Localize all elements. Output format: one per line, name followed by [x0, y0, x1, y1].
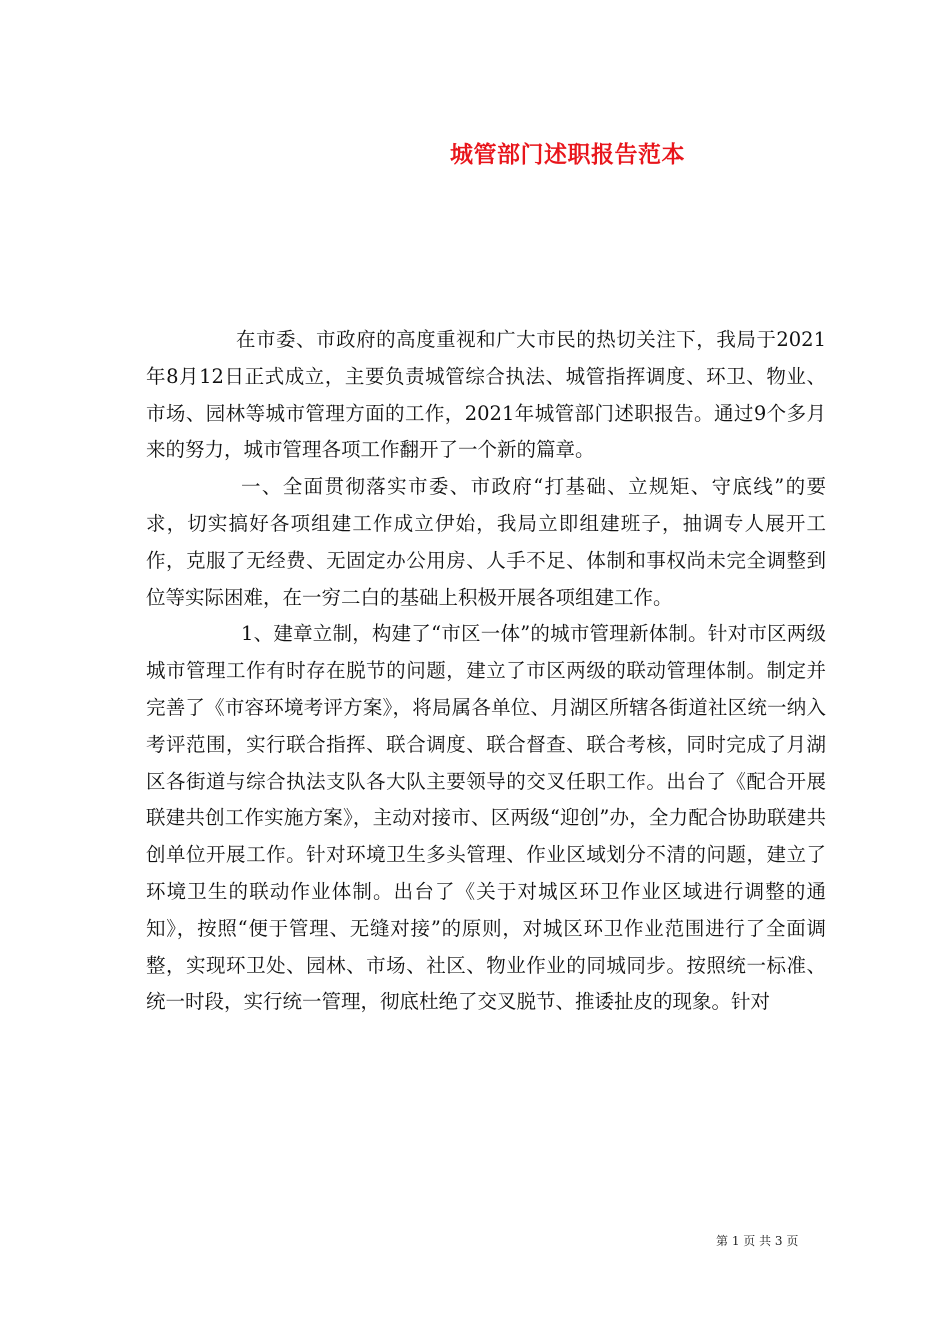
document-title: 城管部门述职报告范本 — [450, 141, 685, 168]
document-body — [146, 322, 826, 1021]
paragraph-section-one: 一、全面贯彻落实市委、市政府“打基础、立规矩、守底线”的要求，切实搞好各项组建工作成立伊始，我局立即组建班子，抽调专人展开工作，克服了无经费、无固定办公用房、人手不足、体制和事权尚未完全调整到位等实际困难，在一穷二白的基础上积极开展各项组建工作。 — [146, 475, 826, 609]
page-number-footer: 第 1 页 共 3 页 — [716, 1234, 799, 1248]
paragraph-intro: 在市委、市政府的高度重视和广大市民的热切关注下，我局于2021年8月12日正式成立，主要负责城管综合执法、城管指挥调度、环卫、物业、市场、园林等城市管理方面的工作，2021年城管部门述职报告。通过9个多月来的努力，城市管理各项工作翻开了一个新的篇章。 — [146, 328, 826, 462]
paragraph-item-one: 1、建章立制，构建了“市区一体”的城市管理新体制。针对市区两级城市管理工作有时存在脱节的问题，建立了市区两级的联动管理体制。制定并完善了《市容环境考评方案》，将局属各单位、月湖区所辖各街道社区统一纳入考评范围，实行联合指挥、联合调度、联合督查、联合考核，同时完成了月湖区各街道与综合执法支队各大队主要领导的交叉任职工作。出台了《配合开展联建共创工作实施方案》，主动对接市、区两级“迎创”办，全力配合协助联建共创单位开展工作。针对环境卫生多头管理、作业区域划分不清的问题，建立了环境卫生的联动作业体制。出台了《关于对城区环卫作业区域进行调整的通知》，按照“便于管理、无缝对接”的原则，对城区环卫作业范围进行了全面调整，实现环卫处、园林、市场、社区、物业作业的同城同步。按照统一标准、统一时段，实行统一管理，彻底杜绝了交叉脱节、推诿扯皮的现象。针对 — [146, 622, 826, 1014]
